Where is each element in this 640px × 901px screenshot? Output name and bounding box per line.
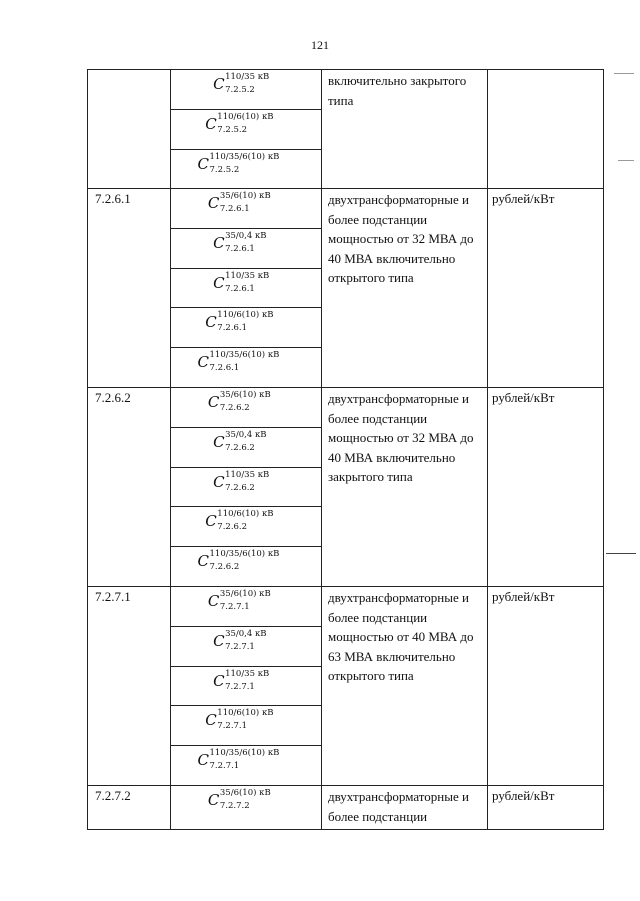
- symbol-subscript: 7.2.7.1: [209, 761, 240, 772]
- scan-mark: [614, 73, 634, 74]
- horizontal-rule: [87, 188, 604, 189]
- symbol-letter: C: [197, 552, 209, 571]
- symbol-letter: C: [205, 114, 217, 133]
- horizontal-rule: [87, 69, 604, 70]
- vertical-rule: [603, 69, 604, 829]
- symbol-letter: C: [213, 671, 225, 690]
- symbol-superscript: 110/35/6(10) кВ: [209, 549, 280, 560]
- horizontal-rule: [170, 546, 322, 547]
- tariff-symbol: [208, 391, 283, 417]
- symbol-superscript: 35/6(10) кВ: [219, 788, 271, 798]
- symbol-superscript: 110/6(10) кВ: [217, 708, 274, 719]
- symbol-superscript: 35/6(10) кВ: [219, 390, 271, 400]
- row-description: двухтрансформаторные и более подстанции: [328, 789, 469, 824]
- symbol-subscript: 7.2.7.1: [225, 641, 255, 652]
- vertical-rule: [321, 69, 322, 829]
- symbol-superscript: 110/35 кВ: [225, 469, 270, 480]
- symbol-subscript: 7.2.6.2: [217, 522, 248, 533]
- scan-mark: [606, 553, 636, 554]
- row-description: двухтрансформаторные и более подстанции мощностью от 40 МВА до 63 МВА включительно открытого типа: [328, 590, 474, 683]
- symbol-letter: C: [207, 592, 220, 610]
- symbol-subscript: 7.2.7.1: [217, 721, 248, 732]
- symbol-superscript: 35/0,4 кВ: [225, 429, 267, 440]
- tariff-symbol: [213, 272, 278, 298]
- vertical-rule: [170, 69, 171, 829]
- tariff-symbol: [198, 351, 294, 377]
- symbol-superscript: 110/35/6(10) кВ: [209, 748, 280, 759]
- tariff-symbol: [205, 311, 285, 337]
- symbol-superscript: 110/35/6(10) кВ: [209, 350, 280, 361]
- scan-mark: [618, 160, 634, 161]
- tariff-symbol: [198, 749, 294, 775]
- symbol-letter: C: [197, 751, 209, 770]
- horizontal-rule: [170, 307, 322, 308]
- row-code: 7.2.7.2: [95, 788, 131, 803]
- horizontal-rule: [170, 149, 322, 150]
- horizontal-rule: [170, 347, 322, 348]
- tariff-symbol: [205, 709, 285, 735]
- symbol-letter: C: [213, 432, 225, 451]
- symbol-superscript: 110/6(10) кВ: [217, 509, 274, 520]
- symbol-superscript: 110/35 кВ: [225, 270, 270, 281]
- symbol-superscript: 110/35 кВ: [225, 668, 270, 679]
- symbol-subscript: 7.2.6.1: [225, 283, 255, 294]
- tariff-symbol: [205, 113, 285, 139]
- symbol-letter: C: [213, 472, 225, 491]
- horizontal-rule: [87, 586, 604, 587]
- symbol-subscript: 7.2.5.2: [225, 85, 255, 95]
- symbol-subscript: 7.2.7.1: [225, 681, 255, 692]
- symbol-superscript: 35/0,4 кВ: [225, 628, 267, 639]
- symbol-letter: C: [207, 194, 220, 212]
- tariff-symbol: [198, 550, 294, 576]
- symbol-letter: C: [207, 393, 220, 411]
- page-number: 121: [311, 38, 329, 52]
- horizontal-rule: [170, 666, 322, 667]
- symbol-superscript: 110/6(10) кВ: [217, 111, 274, 122]
- row-description: включительно закрытого типа: [328, 73, 467, 108]
- symbol-letter: C: [213, 273, 225, 292]
- symbol-subscript: 7.2.7.2: [219, 801, 250, 811]
- tariff-symbol: [213, 630, 278, 656]
- symbol-superscript: 35/0,4 кВ: [225, 230, 267, 241]
- horizontal-rule: [87, 387, 604, 388]
- horizontal-rule: [170, 506, 322, 507]
- symbol-subscript: 7.2.6.1: [217, 323, 248, 334]
- row-description: двухтрансформаторные и более подстанции мощностью от 32 МВА до 40 МВА включительно закрытого типа: [328, 391, 474, 484]
- symbol-subscript: 7.2.7.1: [219, 602, 250, 612]
- tariff-symbol: [213, 670, 278, 696]
- symbol-letter: C: [197, 154, 209, 173]
- symbol-letter: C: [197, 353, 209, 372]
- tariff-symbol: [208, 192, 283, 218]
- symbol-letter: C: [213, 233, 225, 252]
- tariff-symbol: [205, 510, 285, 536]
- symbol-superscript: 110/35/6(10) кВ: [209, 151, 280, 162]
- horizontal-rule: [170, 268, 322, 269]
- vertical-rule: [87, 69, 88, 829]
- symbol-subscript: 7.2.6.2: [219, 403, 250, 413]
- vertical-rule: [487, 69, 488, 829]
- symbol-subscript: 7.2.6.2: [225, 442, 255, 453]
- tariff-symbol: [198, 153, 294, 179]
- horizontal-rule: [170, 109, 322, 110]
- symbol-letter: C: [213, 631, 225, 650]
- symbol-superscript: 110/35 кВ: [225, 72, 270, 82]
- row-unit: рублей/кВт: [492, 589, 555, 604]
- row-code: 7.2.6.1: [95, 191, 131, 206]
- symbol-subscript: 7.2.5.2: [217, 124, 248, 135]
- tariff-symbol: [208, 789, 283, 815]
- row-description: двухтрансформаторные и более подстанции мощностью от 32 МВА до 40 МВА включительно открытого типа: [328, 192, 474, 285]
- symbol-superscript: 35/6(10) кВ: [219, 191, 271, 201]
- horizontal-rule: [170, 705, 322, 706]
- tariff-symbol: [213, 471, 278, 497]
- row-unit: рублей/кВт: [492, 788, 555, 803]
- horizontal-rule: [170, 228, 322, 229]
- symbol-letter: C: [213, 75, 225, 93]
- horizontal-rule: [170, 467, 322, 468]
- symbol-subscript: 7.2.6.1: [209, 363, 240, 374]
- horizontal-rule: [87, 785, 604, 786]
- symbol-subscript: 7.2.6.2: [209, 562, 240, 573]
- row-unit: рублей/кВт: [492, 390, 555, 405]
- symbol-superscript: 35/6(10) кВ: [219, 589, 271, 599]
- row-unit: рублей/кВт: [492, 191, 555, 206]
- symbol-letter: C: [207, 791, 220, 809]
- symbol-superscript: 110/6(10) кВ: [217, 310, 274, 321]
- horizontal-rule: [170, 427, 322, 428]
- symbol-letter: C: [205, 313, 217, 332]
- symbol-subscript: 7.2.6.1: [225, 243, 255, 254]
- horizontal-rule: [87, 829, 604, 830]
- tariff-symbol: [208, 590, 283, 616]
- symbol-subscript: 7.2.6.2: [225, 482, 255, 493]
- symbol-letter: C: [205, 711, 217, 730]
- symbol-subscript: 7.2.6.1: [219, 204, 250, 214]
- tariff-symbol: [213, 232, 278, 258]
- tariff-symbol: [213, 431, 278, 457]
- symbol-letter: C: [205, 512, 217, 531]
- row-code: 7.2.7.1: [95, 589, 131, 604]
- tariff-symbol: [213, 73, 278, 99]
- row-code: 7.2.6.2: [95, 390, 131, 405]
- symbol-subscript: 7.2.5.2: [209, 164, 240, 175]
- horizontal-rule: [170, 745, 322, 746]
- horizontal-rule: [170, 626, 322, 627]
